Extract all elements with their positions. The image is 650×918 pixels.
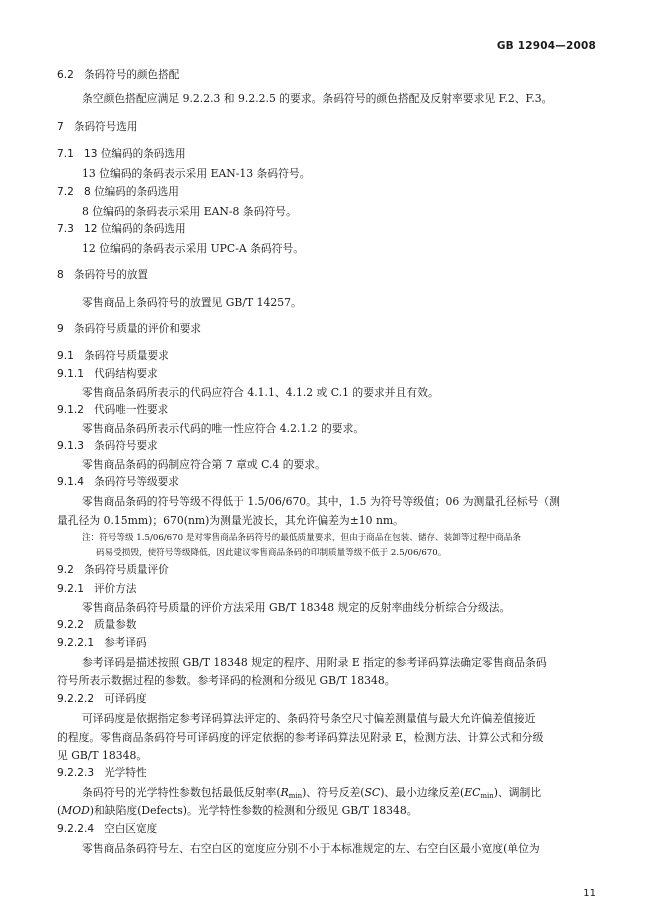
section-number: 9.2.2.4 [57, 823, 95, 835]
section-title: 条码符号等级要求 [94, 476, 179, 488]
heading-9-2-2-3 [57, 766, 147, 781]
note-line: 码易受损毁，使符号等级降低，因此建议零售商品条码的印制质量等级不低于 2.5/06/670。 [96, 548, 447, 558]
section-number: 9 [57, 323, 64, 335]
section-number: 9.1 [57, 350, 74, 362]
section-title: 条码符号选用 [73, 121, 138, 133]
heading-9-1-4 [57, 475, 179, 490]
paragraph-line: 参考译码是描述按照 GB/T 18348 规定的程序、用附录 E 指定的参考译码算法确定零售商品条码 [82, 656, 547, 669]
note-line: 注：符号等级 1.5/06/670 是对零售商品条码符号的最低质量要求，但由于商品在包装、储存、装卸等过程中商品条 [82, 533, 521, 543]
paragraph-line: 见 GB/T 18348。 [57, 749, 148, 762]
section-number: 9.2.2.3 [57, 767, 95, 779]
section-number: 9.2.2.2 [57, 693, 95, 705]
section-number: 7.1 [57, 148, 74, 160]
paragraph-line: 条码符号的光学特性参数包括最低反射率$(R_{min})$、符号反差(SC)、最小边缘反差$(EC_{min})$、调制比 [82, 786, 542, 800]
section-number: 9.2.2.1 [57, 637, 95, 649]
standard-code: GB 12904—2008 [496, 40, 596, 52]
paragraph: 零售商品条码所表示代码的唯一性应符合 4.2.1.2 的要求。 [82, 422, 365, 435]
paragraph: 零售商品上条码符号的放置见 GB/T 14257。 [82, 296, 302, 309]
heading-9-2-2-4 [57, 822, 157, 837]
section-title: 13 位编码的条码选用 [83, 148, 186, 160]
paragraph: 零售商品条码所表示的代码应符合 4.1.1、4.1.2 或 C.1 的要求并且有效。 [82, 386, 439, 399]
section-title: 光学特性 [104, 767, 147, 779]
section-title: 参考译码 [104, 637, 147, 649]
paragraph-line: 零售商品条码符号左、右空白区的宽度应分别不小于本标准规定的左、右空白区最小宽度(单位为 [82, 842, 540, 855]
heading-9-2-2-2 [57, 692, 147, 707]
heading-9-2-2-1 [57, 636, 147, 651]
section-number: 7 [57, 121, 64, 133]
heading-7-2 [57, 185, 179, 200]
section-title: 代码结构要求 [94, 368, 158, 380]
heading-9 [57, 322, 201, 337]
heading-7-3 [57, 222, 186, 237]
section-number: 6.2 [57, 69, 74, 81]
section-title: 可译码度 [104, 693, 147, 705]
paragraph-line: (MOD)和缺陷度(Defects)。光学特性参数的检测和分级见 GB/T 18348。 [57, 804, 418, 817]
heading-9-2 [57, 563, 169, 578]
section-number: 8 [57, 269, 64, 281]
paragraph: 8 位编码的条码表示采用 EAN-8 条码符号。 [82, 205, 297, 218]
paragraph-line: 零售商品条码的符号等级不得低于 1.5/06/670。其中，1.5 为符号等级值；06 为测量孔径标号（测 [82, 495, 560, 508]
paragraph-line: 可译码度是依据指定参考译码算法评定的、条码符号条空尺寸偏差测量值与最大允许偏差值接近 [82, 712, 536, 725]
paragraph: 零售商品条码的码制应符合第 7 章或 C.4 的要求。 [82, 458, 326, 471]
section-number: 9.2.1 [57, 583, 84, 595]
section-title: 质量参数 [94, 619, 137, 631]
heading-9-1-3 [57, 439, 158, 454]
paragraph: 13 位编码的条码表示采用 EAN-13 条码符号。 [82, 167, 311, 180]
section-title: 评价方法 [94, 583, 137, 595]
section-number: 9.1.4 [57, 476, 84, 488]
heading-8 [57, 268, 148, 283]
section-title: 空白区宽度 [104, 823, 158, 835]
section-number: 7.2 [57, 186, 74, 198]
paragraph: 零售商品条码符号质量的评价方法采用 GB/T 18348 规定的反射率曲线分析综合分级法。 [82, 601, 511, 614]
section-title: 条码符号质量要求 [83, 350, 169, 362]
heading-9-2-2 [57, 618, 136, 633]
heading-9-2-1 [57, 582, 136, 597]
section-title: 条码符号的放置 [73, 269, 149, 281]
heading-9-1 [57, 349, 169, 364]
heading-7 [57, 120, 137, 135]
paragraph: 条空颜色搭配应满足 9.2.2.3 和 9.2.2.5 的要求。条码符号的颜色搭配及反射率要求见 F.2、F.3。 [82, 92, 553, 105]
section-title: 条码符号质量的评价和要求 [73, 323, 201, 335]
heading-7-1 [57, 147, 186, 162]
section-title: 12 位编码的条码选用 [83, 223, 186, 235]
heading-6-2 [57, 68, 179, 83]
section-number: 9.2 [57, 564, 74, 576]
section-number: 9.2.2 [57, 619, 84, 631]
section-title: 条码符号的颜色搭配 [83, 69, 180, 81]
section-title: 条码符号要求 [94, 440, 158, 452]
heading-9-1-2 [57, 403, 168, 418]
section-title: 代码唯一性要求 [94, 404, 169, 416]
section-number: 9.1.1 [57, 368, 84, 380]
paragraph: 12 位编码的条码表示采用 UPC-A 条码符号。 [82, 242, 305, 255]
page-number: 11 [583, 888, 596, 899]
paragraph-line: 的程度。零售商品条码符号可译码度的评定依据的参考译码算法见附录 E，检测方法、计算公式和分级 [57, 731, 544, 744]
section-title: 条码符号质量评价 [83, 564, 169, 576]
section-number: 7.3 [57, 223, 74, 235]
section-number: 9.1.3 [57, 440, 84, 452]
paragraph-line: 量孔径为 0.15mm)；670(nm)为测量光波长，其允许偏差为±10 nm。 [57, 514, 404, 527]
section-title: 8 位编码的条码选用 [83, 186, 179, 198]
section-number: 9.1.2 [57, 404, 84, 416]
heading-9-1-1 [57, 367, 158, 382]
paragraph-line: 符号所表示数据过程的参数。参考译码的检测和分级见 GB/T 18348。 [57, 674, 396, 687]
